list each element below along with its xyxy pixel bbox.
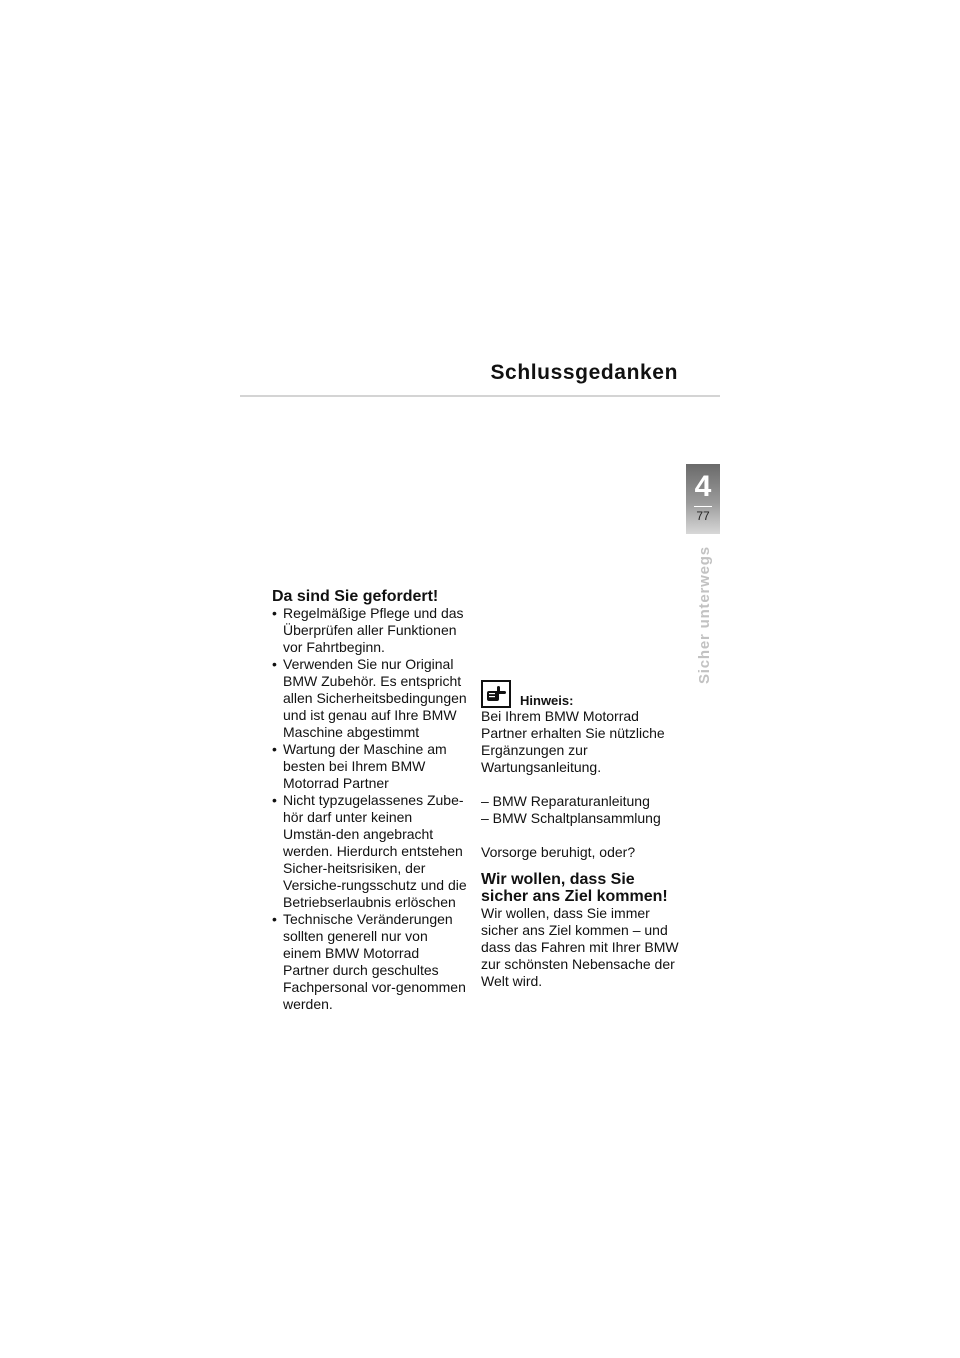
chapter-divider [694,506,712,507]
header-rule [240,395,720,397]
requirements-list [272,605,467,1013]
note-header [481,675,686,708]
section-side-label: Sicher unterwegs [696,546,713,684]
manual-item: – BMW Reparaturanleitung [481,793,650,809]
list-item: • Regelmäßige Pflege und das Überprüfen aller Funktionen vor Fahrtbeginn. [272,605,467,656]
list-item: • Technische Veränderungen sollten generell nur von einem BMW Motorrad Partner durch geschultes Fachpersonal vor-genommen werden. [272,911,467,1013]
page-number: 77 [696,509,710,523]
note-label: Hinweis: [520,693,574,708]
note-text: Bei Ihrem BMW Motorrad Partner erhalten Sie nützliche Ergänzungen zur Wartungsanleitung. [481,708,665,775]
list-item: • Nicht typzugelassenes Zube-hör darf unter keinen Umstän-den angebracht werden. Hierdurch entstehen Sicher-heitsrisiken, der Versiche-rungsschutz und die Betriebserlaubnis erlöschen [272,792,467,911]
right-column [481,675,686,990]
page-title: Schlussgedanken [490,361,678,384]
final-text: Wir wollen, dass Sie immer sicher ans Ziel kommen – und dass das Fahren mit Ihrer BMW zur schönsten Nebensache der Welt wird. [481,905,679,989]
chapter-number: 4 [694,470,712,503]
left-column [272,588,467,1013]
list-item: • Verwenden Sie nur Original BMW Zubehör. Es entspricht allen Sicherheitsbedingungen und ist genau auf Ihre BMW Maschine abgestimmt [272,656,467,741]
chapter-tab [686,464,720,534]
section-heading: Da sind Sie gefordert! [272,588,439,605]
manual-item: – BMW Schaltplansammlung [481,810,661,826]
closing-text: Vorsorge beruhigt, oder? [481,844,636,860]
hand-pointer-icon [481,680,511,708]
list-item: • Wartung der Maschine am besten bei Ihrem BMW Motorrad Partner [272,741,467,792]
section-heading-2: Wir wollen, dass Sie sicher ans Ziel kommen! [481,871,668,905]
